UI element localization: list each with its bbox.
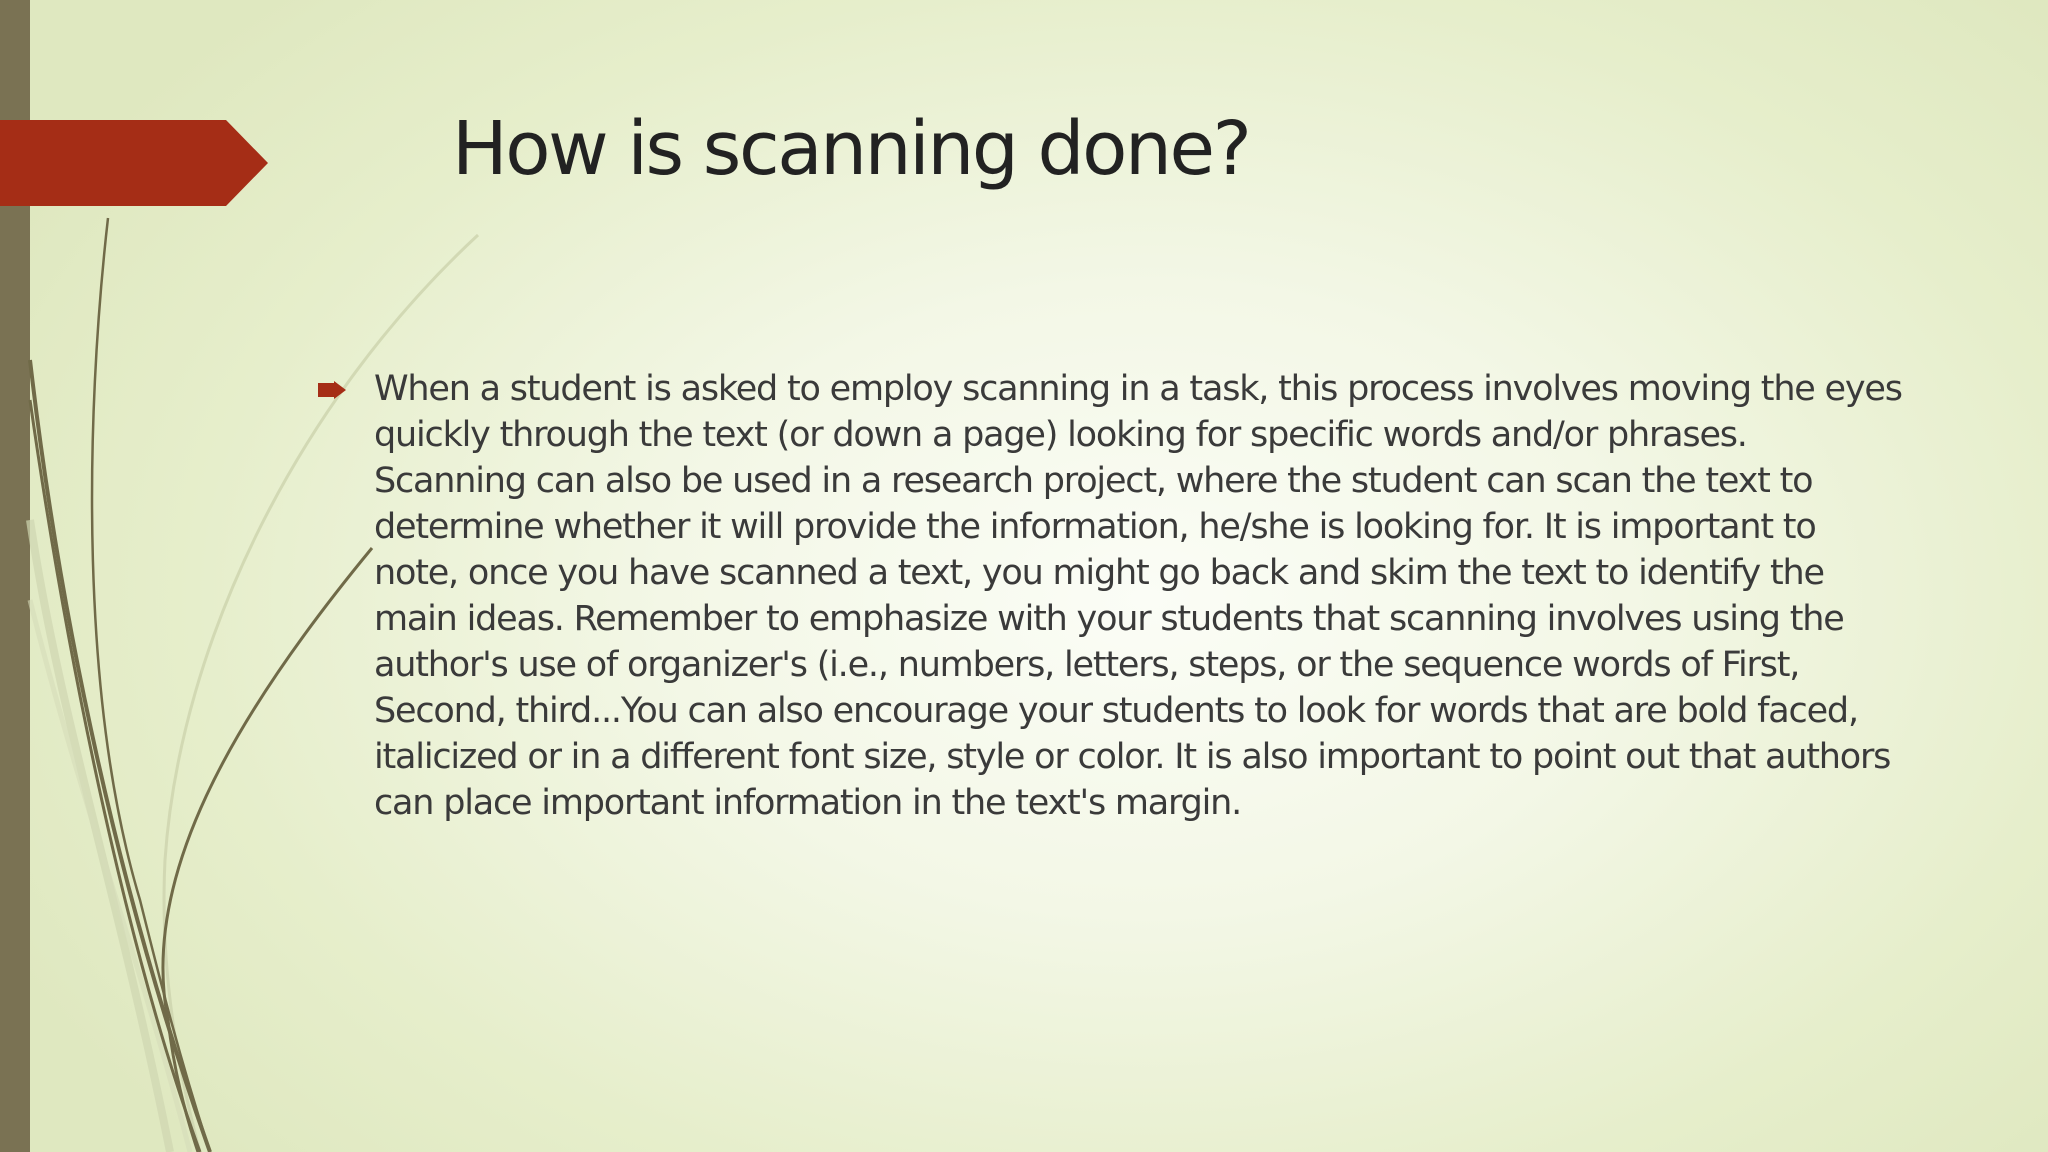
arrow-bullet-icon	[318, 381, 346, 399]
title-ribbon	[0, 120, 270, 206]
bullet-text: When a student is asked to employ scanning in a task, this process involves moving the eyes quickly through the text (or down a page) looking for specific words and/or phrases. Scanning can also be used in a research project, where the student can scan the text to determine whether it will provide the information, he/she is looking for. It is important to note, once you have scanned a text, you might go back and skim the text to identify the main ideas. Remember to emphasize with your students that scanning involves using the author's use of organizer's (i.e., numbers, letters, steps, or the sequence words of First, Second, third...You can also encourage your students to look for words that are bold faced, italicized or in a different font size, style or color. It is also important to point out that authors can place important information in the text's margin.	[374, 369, 1902, 823]
slide-title: How is scanning done?	[452, 106, 1250, 192]
